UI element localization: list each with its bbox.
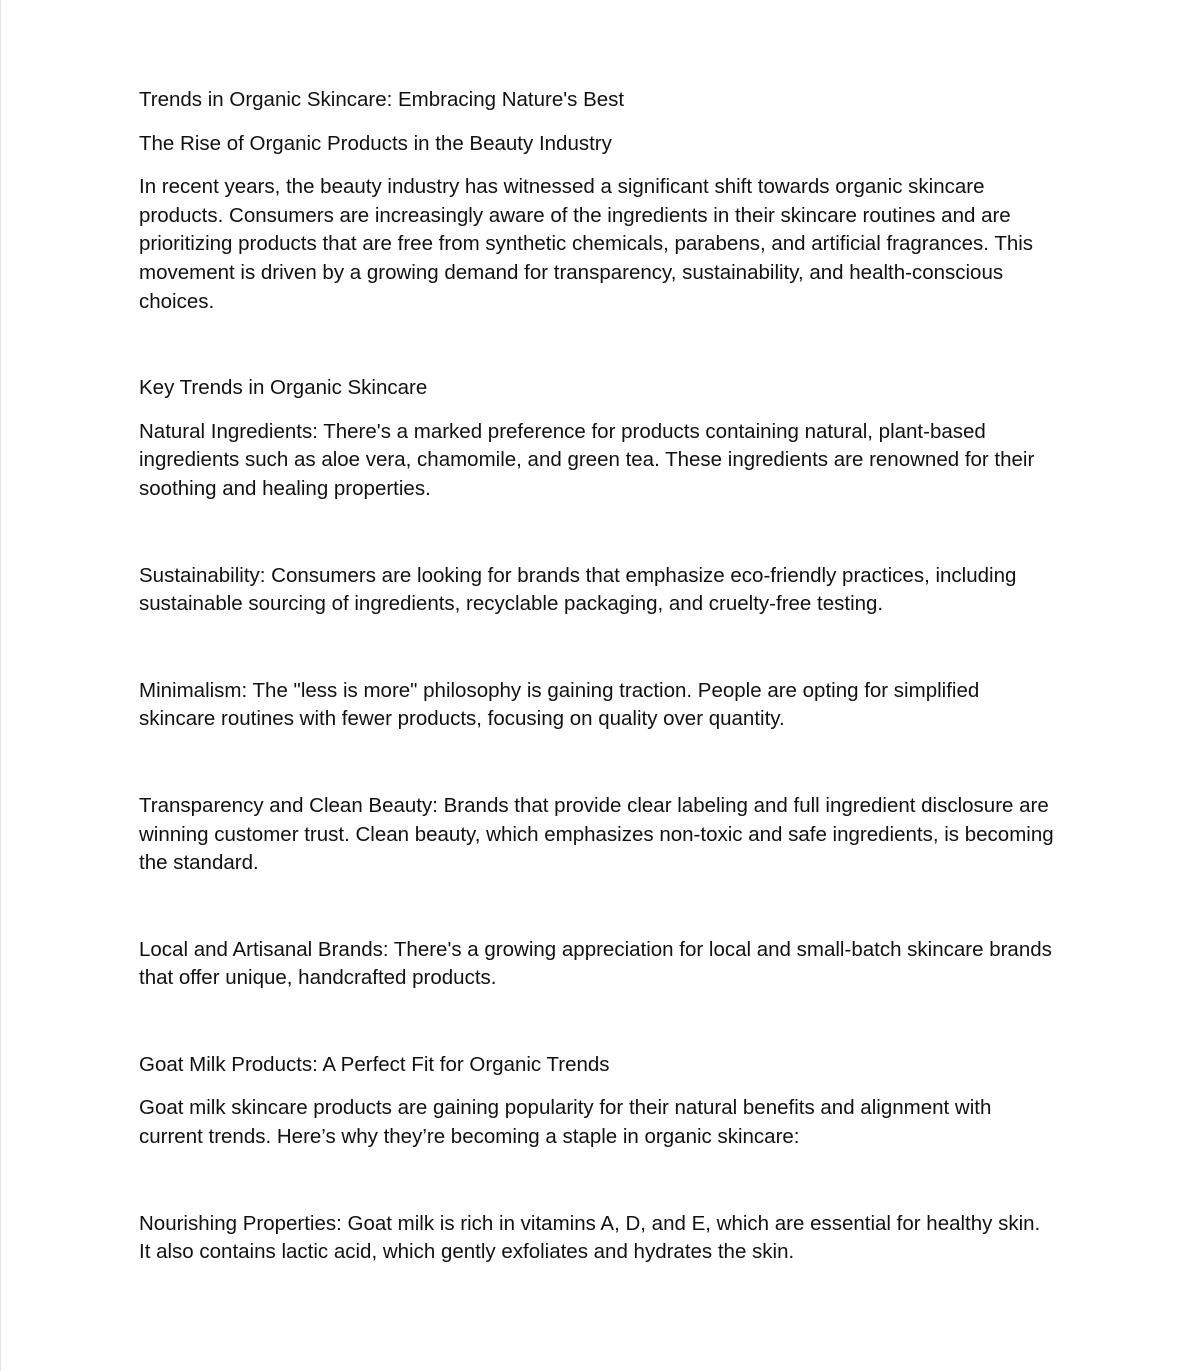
section-heading-rise: The Rise of Organic Products in the Beauty Industry: [139, 131, 612, 155]
document-content: [139, 86, 1054, 1267]
section-heading-key-trends: Key Trends in Organic Skincare: [139, 376, 428, 400]
trend-transparency: Transparency and Clean Beauty: Brands that provide clear labeling and full ingredient disclosure are winning customer trust. Clean beauty, which emphasizes non-toxic and safe ingredients, is becoming the standard.: [139, 793, 1054, 875]
goat-milk-nourishing: Nourishing Properties: Goat milk is rich in vitamins A, D, and E, which are essential for healthy skin. It also contains lactic acid, which gently exfoliates and hydrates the skin.: [139, 1211, 1041, 1264]
trend-minimalism: Minimalism: The "less is more" philosophy is gaining traction. People are opting for simplified skincare routines with fewer products, focusing on quality over quantity.: [139, 678, 980, 731]
trend-natural-ingredients: Natural Ingredients: There's a marked preference for products containing natural, plant-based ingredients such as aloe vera, chamomile, and green tea. These ingredients are renowned for their soothing and healing properties.: [139, 419, 1035, 500]
section-heading-goat-milk: Goat Milk Products: A Perfect Fit for Organic Trends: [139, 1052, 610, 1076]
paragraph-goat-milk: Goat milk skincare products are gaining popularity for their natural benefits and alignment with current trends. Here’s why they’re becoming a staple in organic skincare:: [139, 1096, 992, 1149]
document-title: Trends in Organic Skincare: Embracing Nature's Best: [139, 88, 625, 111]
trend-sustainability: Sustainability: Consumers are looking for brands that emphasize eco-friendly practices, including sustainable sourcing of ingredients, recyclable packaging, and cruelty-free testing.: [139, 563, 1017, 616]
trend-local-brands: Local and Artisanal Brands: There's a growing appreciation for local and small-batch skincare brands that offer unique, handcrafted products.: [139, 937, 1052, 990]
paragraph-rise: In recent years, the beauty industry has witnessed a significant shift towards organic skincare products. Consumers are increasingly aware of the ingredients in their skincare routines and are prioritizing products that are free from synthetic chemicals, parabens, and artificial fragrances. This movement is driven by a growing demand for transparency, sustainability, and health-conscious choices.: [139, 175, 1034, 313]
